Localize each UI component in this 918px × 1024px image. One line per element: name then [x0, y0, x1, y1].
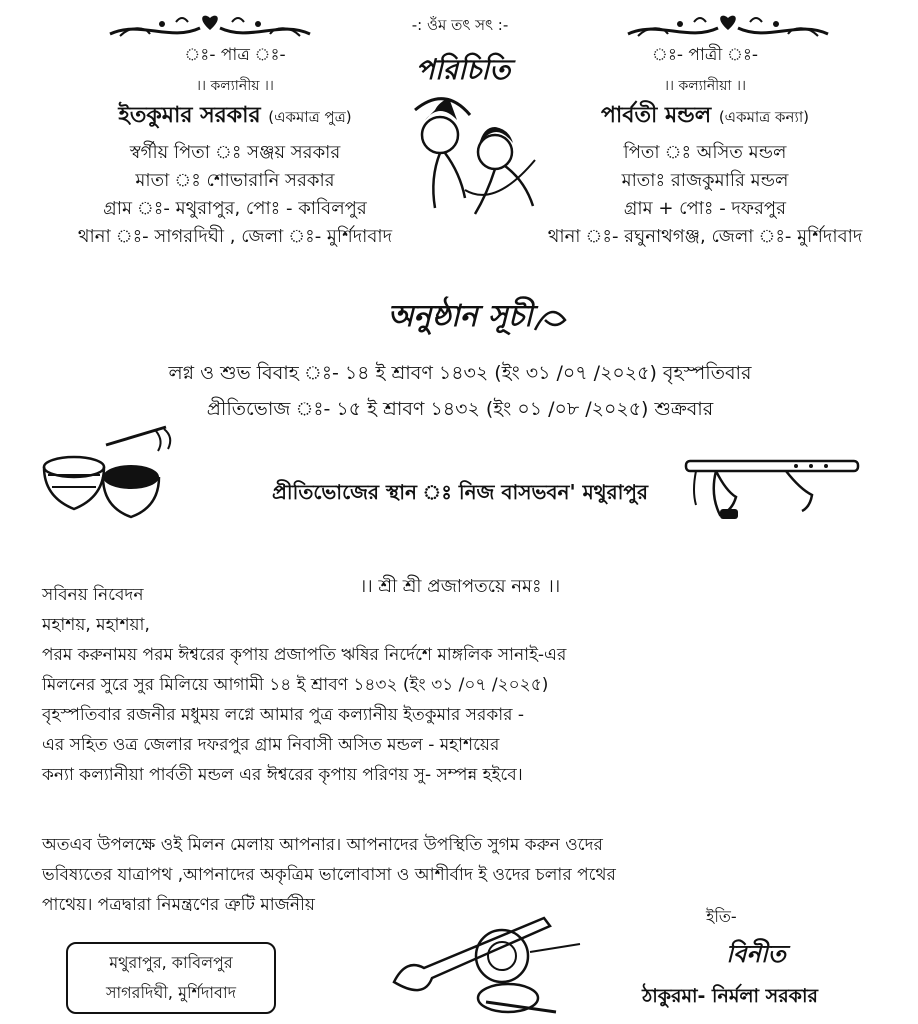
- flute-hands-icon: [676, 447, 866, 527]
- groom-role: ঃ- পাত্র ঃ-: [184, 45, 286, 65]
- letter-body2-line: ভবিষ্যতের যাত্রাপথ ,আপনাদের অকৃত্রিম ভালোবাসা ও আশীর্বাদ ই ওদের চলার পথের: [42, 865, 616, 885]
- groom-district: থানা ঃ- সাগরদিঘী , জেলা ঃ- মুর্শিদাবাদ: [77, 226, 393, 247]
- schedule-title: অনুষ্ঠান সূচী: [387, 299, 533, 334]
- bride-district: থানা ঃ- রঘুনাথগঞ্জ, জেলা ঃ- মুর্শিদাবাদ: [547, 226, 863, 247]
- groom-name-row: [70, 98, 400, 135]
- letter-body-line: কন্যা কল্যানীয়া পার্বতী মন্ডল এর ঈশ্বরের কৃপায় পরিণয় সু- সম্পন্ন হইবে।: [42, 765, 523, 785]
- bride-father: পিতা ঃ অসিত মন্ডল: [623, 142, 787, 163]
- groom-blessing: ।। কল্যানীয় ।।: [196, 78, 274, 94]
- ornament-left-icon: [100, 12, 320, 42]
- bride-mother: মাতাঃ রাজকুমারি মন্ডল: [621, 170, 789, 191]
- letter-body2-line: পাথেয়। পত্রদ্বারা নিমন্ত্রণের ত্রুটি মার্জনীয়: [42, 895, 315, 915]
- letter-body-line: বৃহস্পতিবার রজনীর মধুময় লগ্নে আমার পুত্র কল্যানীয় ইতকুমার সরকার -: [42, 705, 525, 725]
- bride-name: পার্বতী মন্ডল: [600, 103, 712, 128]
- bride-note: (একমাত্র কন্যা): [718, 108, 810, 126]
- reception-date: প্রীতিভোজ ঃ- ১৫ ই শ্রাবণ ১৪৩২ (ইং ০১ /০৮ /২০২৫) শুক্রবার: [206, 398, 714, 420]
- header-title: পরিচিতি: [415, 53, 511, 86]
- wedding-date: লগ্ন ও শুভ বিবাহ ঃ- ১৪ ই শ্রাবণ ১৪৩২ (ইং ৩১ /০৭ /২০২৫) বৃহস্পতিবার: [168, 362, 752, 384]
- groom-father: স্বর্গীয় পিতা ঃ সঞ্জয় সরকার: [129, 142, 341, 163]
- letter-invocation: ।। শ্রী শ্রী প্রজাপতয়ে নমঃ ।।: [359, 576, 561, 597]
- header-invocation: -: ওঁম তৎ সৎ :-: [411, 16, 509, 34]
- ornament-right-icon: [618, 12, 838, 42]
- bride-blessing: ।। কল্যানীয়া ।।: [664, 78, 746, 94]
- letter-salutation: সবিনয় নিবেদন: [42, 585, 144, 605]
- dhol-drum-icon: [36, 425, 176, 525]
- letter-body-line: পরম করুনাময় পরম ঈশ্বরের কৃপায় প্রজাপতি ঋষির নির্দেশে মাঙ্গলিক সানাই-এর: [42, 645, 567, 665]
- letter-body-line: এর সহিত ওত্র জেলার দফরপুর গ্রাম নিবাসী অসিত মন্ডল - মহাশয়ের: [42, 735, 500, 755]
- bride-name-row: [520, 98, 890, 135]
- groom-village: গ্রাম ঃ- মথুরাপুর, পোঃ - কাবিলপুর: [103, 198, 367, 219]
- address-box: [66, 942, 276, 1014]
- flourish-icon: [530, 300, 570, 340]
- letter-body2-line: অতএব উপলক্ষে ওই মিলন মেলায় আপনার। আপনাদের উপস্থিতি সুগম করুন ওদের: [42, 835, 603, 855]
- letter-closing: বিনীত: [726, 939, 786, 968]
- letter-address: মহাশয়, মহাশয়া,: [42, 615, 150, 635]
- shehnai-drum-icon: [390, 912, 590, 1017]
- letter-sender: ঠাকুরমা- নির্মলা সরকার: [642, 985, 818, 1007]
- address-line-2: সাগরদিঘী, মুর্শিদাবাদ: [105, 983, 237, 1002]
- bride-section: [520, 42, 890, 251]
- bride-village: গ্রাম + পোঃ - দফরপুর: [623, 198, 787, 219]
- letter-body-line: মিলনের সুরে সুর মিলিয়ে আগামী ১৪ ই শ্রাবণ ১৪৩২ (ইং ৩১ /০৭ /২০২৫): [42, 675, 549, 695]
- groom-name: ইতকুমার সরকার: [118, 103, 261, 128]
- bride-role: ঃ- পাত্রী ঃ-: [651, 45, 759, 65]
- venue: প্রীতিভোজের স্থান ঃ নিজ বাসভবন' মথুরাপুর: [271, 480, 649, 504]
- groom-mother: মাতা ঃ শোভারানি সরকার: [135, 170, 335, 191]
- groom-note: (একমাত্র পুত্র): [268, 108, 352, 126]
- groom-section: [70, 42, 400, 251]
- address-line-1: মথুরাপুর, কাবিলপুর: [109, 953, 233, 972]
- letter-iti: ইতি-: [706, 907, 737, 926]
